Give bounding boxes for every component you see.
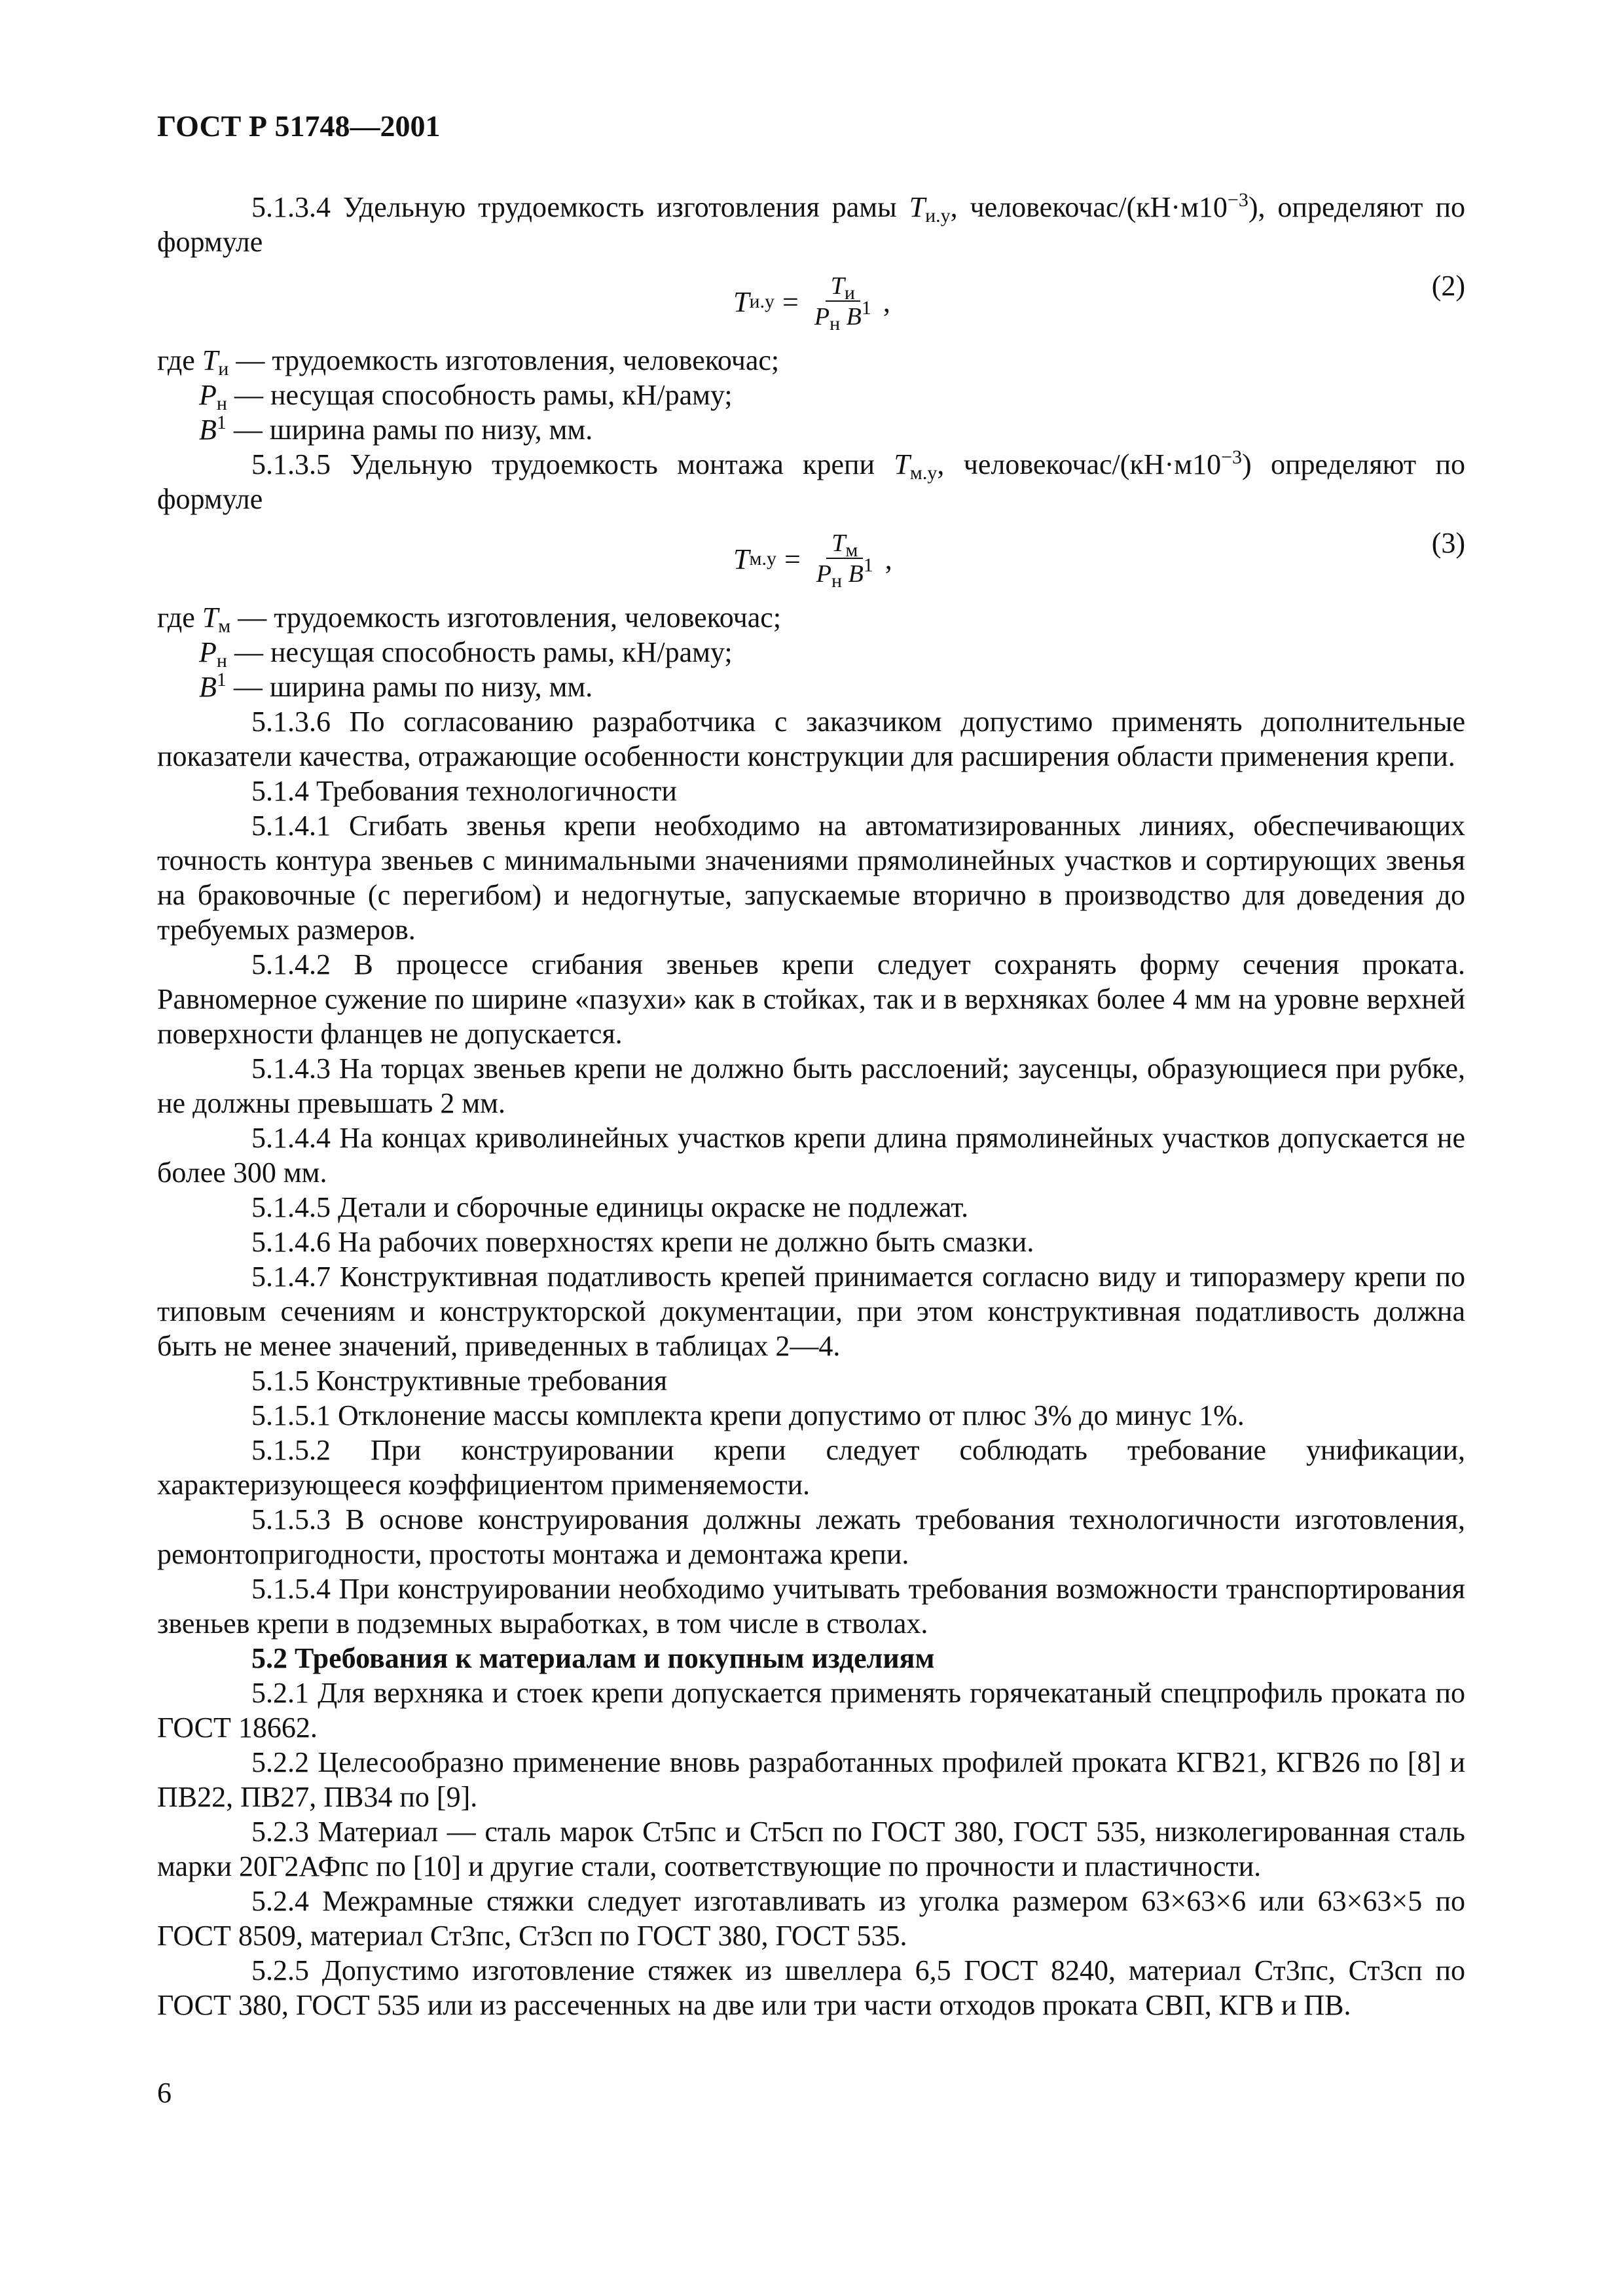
- section-heading: 5.2 Требования к материалам и покупным изделиям: [251, 1642, 935, 1674]
- paragraph: 5.2.4 Межрамные стяжки следует изготавливать из уголка размером 63×63×6 или 63×63×5 по ГОСТ 8509, материал Ст3пс, Ст3сп по ГОСТ 380, ГОСТ 535.: [157, 1885, 1465, 1952]
- paragraph: 5.1.3.6 По согласованию разработчика с заказчиком допустимо применять дополнительные показатели качества, отражающие особенности конструкции для расширения области применения крепи.: [157, 706, 1465, 772]
- paragraph: 5.1.5.2 При конструировании крепи следует соблюдать требование унификации, характеризующееся коэффициентом применяемости.: [157, 1434, 1465, 1501]
- paragraph: 5.2.2 Целесообразно применение вновь разработанных профилей проката КГВ21, КГВ26 по [8] и ПВ22, ПВ27, ПВ34 по [9].: [157, 1746, 1465, 1813]
- paragraph: 5.1.4.7 Конструктивная податливость крепей принимается согласно виду и типоразмеру крепи по типовым сечениям и конструкторской документации, при этом конструктивная податливость должна быть не менее значений, приведенных в таблицах 2—4.: [157, 1261, 1465, 1362]
- paragraph: 5.1.5.4 При конструировании необходимо учитывать требования возможности транспортирования звеньев крепи в подземных выработках, в том числе в стволах.: [157, 1573, 1465, 1640]
- paragraph: 5.1.4.1 Сгибать звенья крепи необходимо на автоматизированных линиях, обеспечивающих точность контура звеньев с минимальными значениями прямолинейных участков и сортирующих звенья на браковочные (с перегибом) и недогнутые, запускаемые вторично в производство для доведения до требуемых размеров.: [157, 810, 1465, 946]
- definition-line: $В^1$ — ширина рамы по низу, мм.: [199, 412, 593, 446]
- paragraph: 5.2.5 Допустимо изготовление стяжек из швеллера 6,5 ГОСТ 8240, материал Ст3пс, Ст3сп по ГОСТ 380, ГОСТ 535 или из рассеченных на две или три части отходов проката СВП, КГВ и ПВ.: [157, 1954, 1465, 2021]
- document-header: ГОСТ Р 51748—2001: [157, 109, 441, 143]
- paragraph-5-1-3-4: 5.1.3.4 Удельную трудоемкость изготовления рамы $Т_{и.у}$, человекочас/$(кН\cdot м10^{-3})$, определяют по формуле: [157, 189, 1465, 258]
- paragraph: 5.1.5.3 В основе конструирования должны лежать требования технологичности изготовления, ремонтопригодности, простоты монтажа и демонтажа крепи.: [157, 1503, 1465, 1570]
- formula-number: (3): [1431, 527, 1465, 559]
- paragraph: 5.2.1 Для верхняка и стоек крепи допускается применять горячекатаный спецпрофиль проката по ГОСТ 18662.: [157, 1677, 1465, 1744]
- fraction: $\frac{Т_м}{Р_н В^1}$: [816, 529, 873, 592]
- definition-line: где $Т_м$ — трудоемкость изготовления, человекочас;: [157, 601, 782, 637]
- definition-line: $В^1$ — ширина рамы по низу, мм.: [199, 669, 593, 703]
- paragraph: 5.1.4.6 На рабочих поверхностях крепи не должно быть смазки.: [251, 1226, 1034, 1258]
- paragraph: 5.1.5.1 Отклонение массы комплекта крепи допустимо от плюс 3% до минус 1%.: [251, 1399, 1245, 1431]
- paragraph: 5.1.4.3 На торцах звеньев крепи не должно быть расслоений; заусенцы, образующиеся при рубке, не должны превышать 2 мм.: [157, 1052, 1465, 1119]
- paragraph: 5.1.4.2 В процессе сгибания звеньев крепи следует сохранять форму сечения проката. Равномерное сужение по ширине «пазухи» как в стойках, так и в верхняках более 4 мм на уровне верхней поверхности фланцев не допускается.: [157, 948, 1465, 1050]
- paragraph-list: [157, 704, 1465, 2022]
- formula-number: (2): [1431, 270, 1465, 302]
- definition-line: $Р_н$ — несущая способность рамы, кН/раму;: [199, 636, 733, 672]
- document-body: [157, 190, 1465, 2022]
- definition-line: $Р_н$ — несущая способность рамы, кН/раму;: [199, 379, 733, 414]
- formula-3: Т м.у = $\frac{Т_м}{Р_н В^1}$ , (3): [733, 527, 1465, 592]
- page-number: 6: [157, 2077, 172, 2109]
- paragraph: 5.2.3 Материал — сталь марок Ст5пс и Ст5сп по ГОСТ 380, ГОСТ 535, низколегированная сталь марки 20Г2АФпс по [10] и другие стали, соответствующие по прочности и пластичности.: [157, 1816, 1465, 1882]
- paragraph: 5.1.4.5 Детали и сборочные единицы окраске не подлежат.: [251, 1191, 969, 1223]
- paragraph-5-1-3-5: 5.1.3.5 Удельную трудоемкость монтажа крепи $Т_{м.у}$, человекочас/$(кН\cdot м10^{-3})$ определяют по формуле: [157, 446, 1466, 515]
- paragraph: 5.1.4 Требования технологичности: [251, 775, 677, 807]
- formula-2: Т и.у = $\frac{Т_и}{Р_н В^1}$ , (2): [733, 270, 1465, 334]
- paragraph: 5.1.5 Конструктивные требования: [251, 1365, 668, 1397]
- paragraph: 5.1.4.4 На концах криволинейных участков крепи длина прямолинейных участков допускается не более 300 мм.: [157, 1122, 1465, 1189]
- fraction: $\frac{Т_и}{Р_н В^1}$: [814, 272, 871, 334]
- definition-line: где $Т_и$ — трудоемкость изготовления, человекочас;: [157, 344, 780, 380]
